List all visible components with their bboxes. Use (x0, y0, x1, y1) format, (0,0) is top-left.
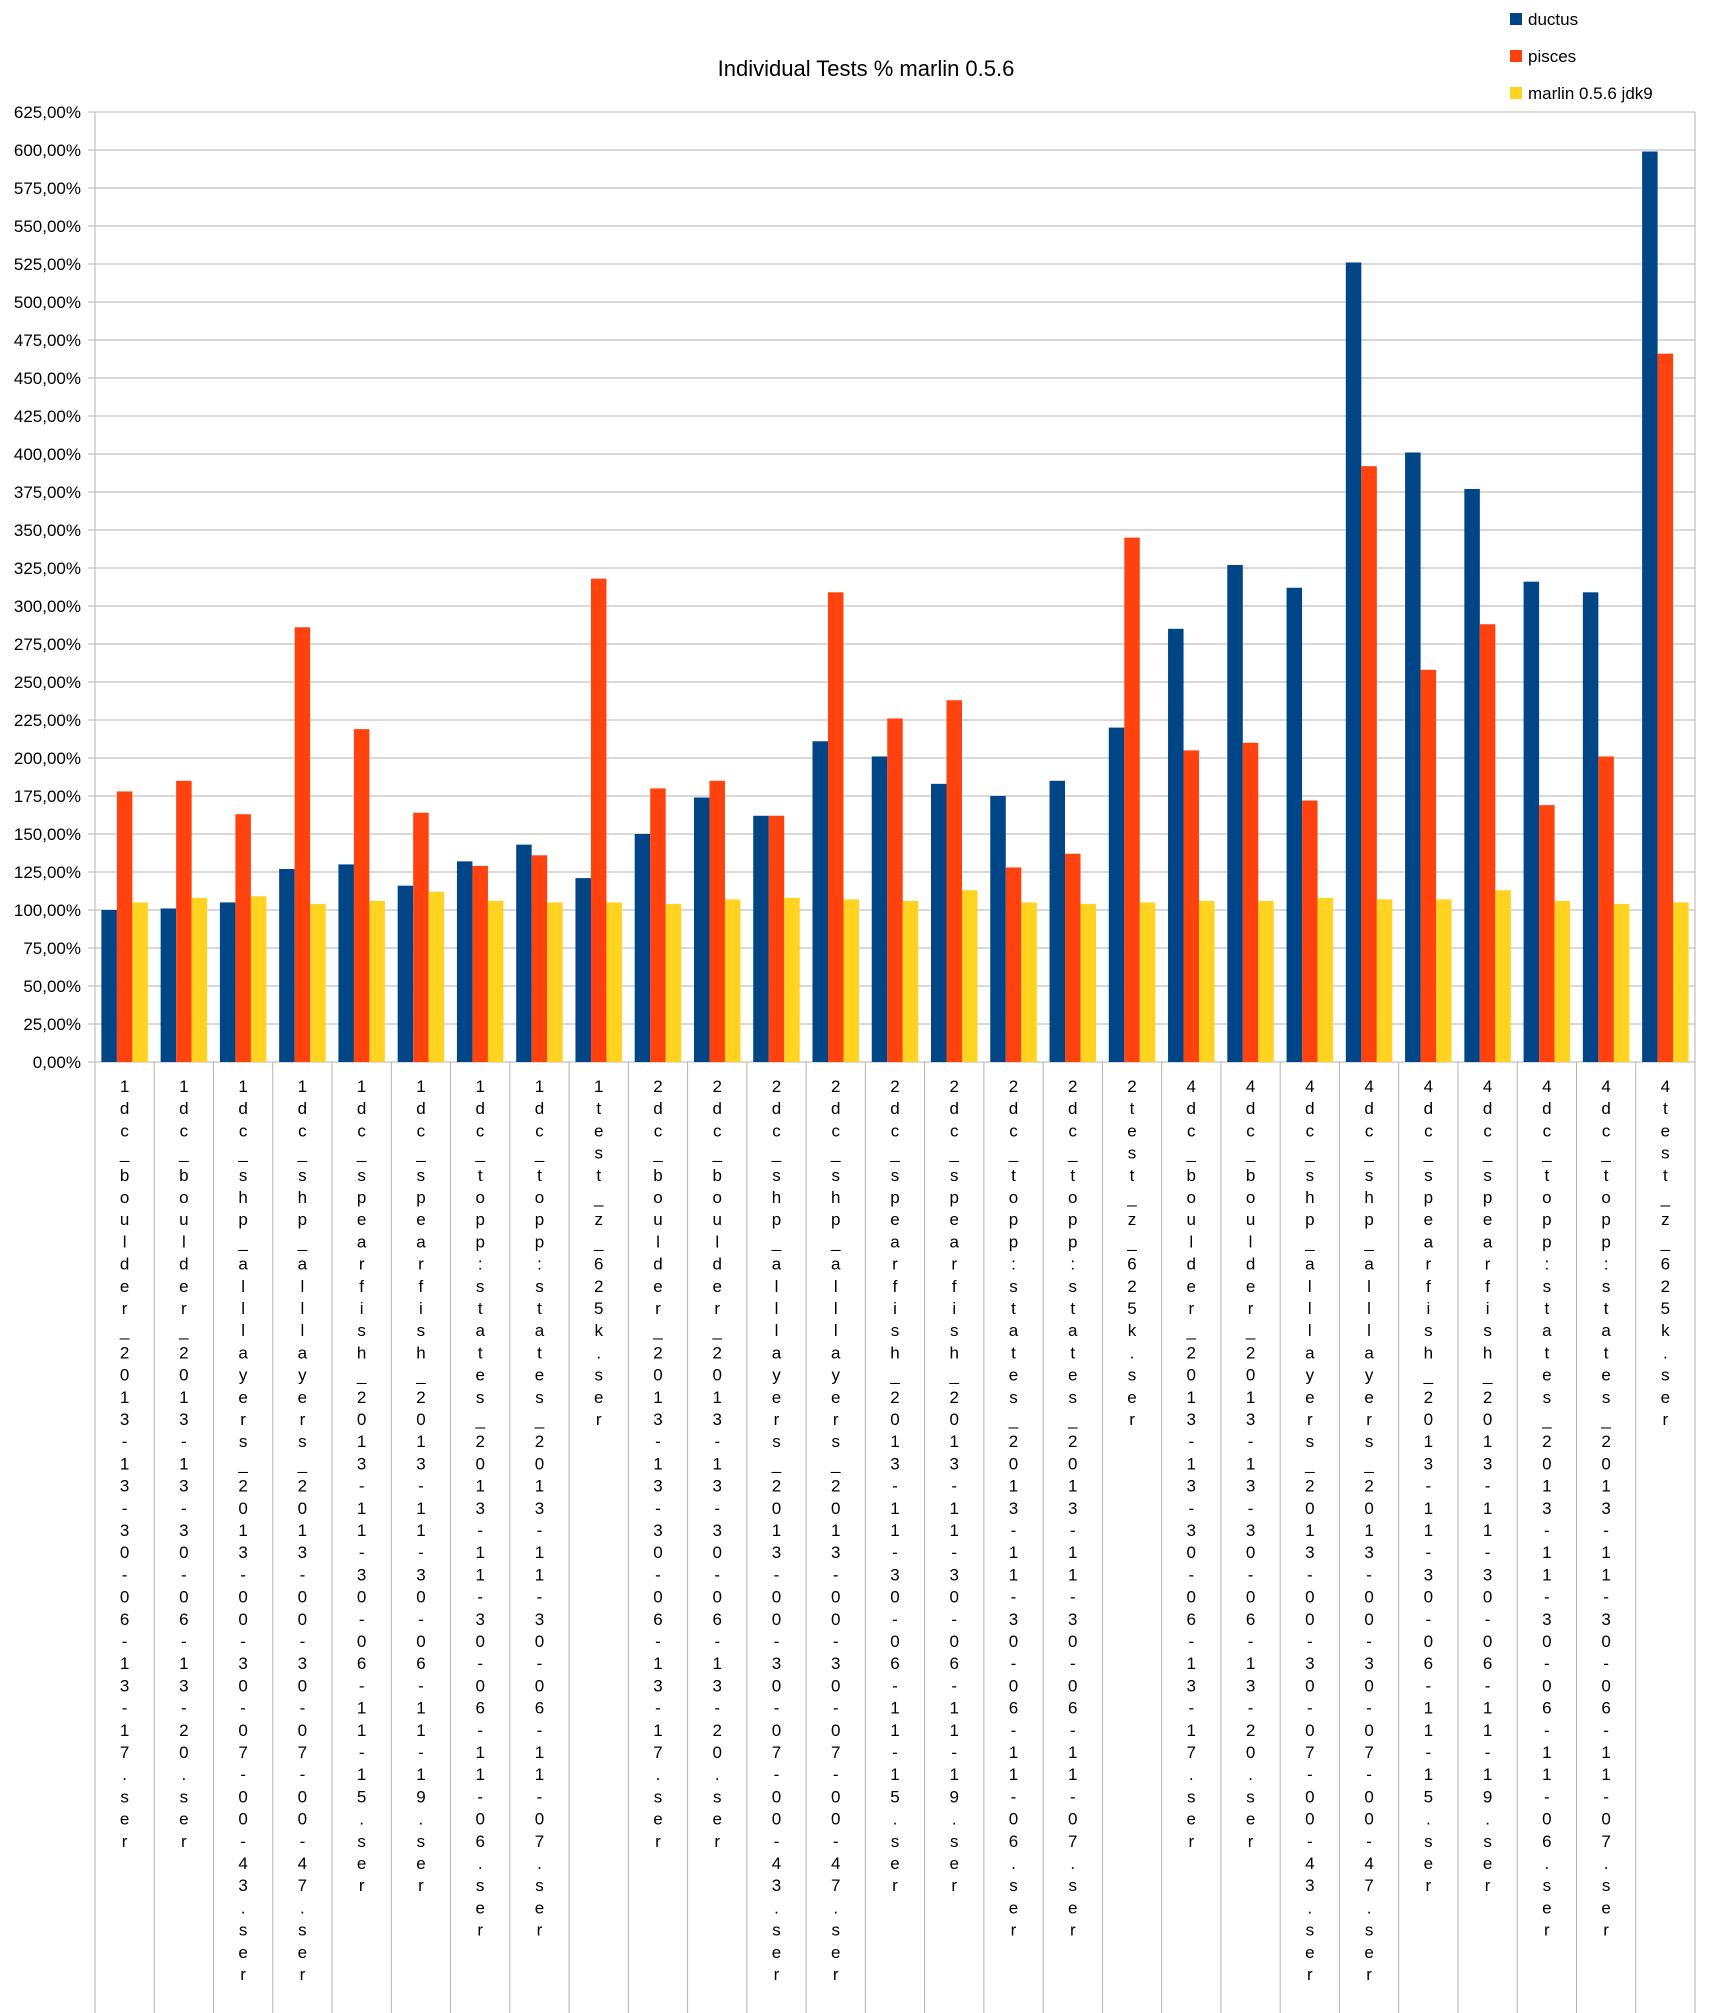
bar-pisces (1184, 750, 1200, 1062)
y-tick-label: 625,00% (13, 103, 81, 122)
bar-pisces (472, 866, 488, 1062)
y-tick-label: 300,00% (13, 597, 81, 616)
x-tick-label: 1 d c _ s h p _ a l l l a y e r s _ 2 0 1 3 -0 0 -3 0 -0 7 -0 0 -4 3 . s e r (238, 1077, 248, 1984)
x-tick-label: 1 t e s t _ z _ 6 2 5 k . s e r (593, 1077, 604, 1429)
bar-marlin-0-5-6-jdk9 (1436, 899, 1452, 1062)
bar-pisces (709, 781, 725, 1062)
bar-pisces (295, 627, 311, 1062)
y-tick-label: 600,00% (13, 141, 81, 160)
bar-pisces (591, 579, 607, 1062)
bar-pisces (235, 814, 251, 1062)
bar-pisces (1421, 670, 1437, 1062)
bar-ductus (1583, 592, 1599, 1062)
bar-ductus (516, 845, 532, 1062)
bar-pisces (354, 729, 370, 1062)
bar-marlin-0-5-6-jdk9 (784, 898, 800, 1062)
x-tick-label: 4 d c _ t o p p : s t a t e s _ 2 0 1 3 -1 1 -3 0 -0 6 -1 1 -0 6 . s e r (1542, 1077, 1552, 1940)
bar-ductus (1642, 152, 1658, 1062)
bar-marlin-0-5-6-jdk9 (1021, 902, 1037, 1062)
bar-pisces (413, 813, 429, 1062)
bars (101, 152, 1688, 1062)
x-tick-label: 2 d c _ s p e a r f i s h _ 2 0 1 3 -1 1 -3 0 -0 6 -1 1 -1 5 . s e r (890, 1077, 900, 1896)
bar-ductus (872, 756, 888, 1062)
y-tick-label: 100,00% (13, 901, 81, 920)
bar-pisces (1302, 801, 1318, 1062)
x-tick-label: 2 d c _ b o u l d e r _ 2 0 1 3 -1 3 -3 0 -0 6 -1 3 -1 7 . s e r (653, 1077, 663, 1851)
bar-marlin-0-5-6-jdk9 (1555, 901, 1571, 1062)
x-tick-label: 2 d c _ t o p p : s t a t e s _ 2 0 1 3 -1 1 -3 0 -0 6 -1 1 -0 6 . s e r (1008, 1077, 1019, 1940)
bar-marlin-0-5-6-jdk9 (251, 896, 266, 1062)
legend-swatch (1510, 50, 1522, 62)
legend-label: ductus (1528, 10, 1579, 29)
bar-ductus (931, 784, 947, 1062)
y-tick-label: 550,00% (13, 217, 81, 236)
bar-marlin-0-5-6-jdk9 (666, 904, 682, 1062)
y-tick-label: 525,00% (13, 255, 81, 274)
x-tick-label: 2 t e s t _ z _ 6 2 5 k . s e r (1127, 1077, 1137, 1429)
x-tick-label: 4 d c _ b o u l d e r _ 2 0 1 3 -1 3 -3 0 -0 6 -1 3 -1 7 . s e r (1186, 1077, 1197, 1851)
bar-ductus (1050, 781, 1066, 1062)
chart-title: Individual Tests % marlin 0.5.6 (717, 56, 1015, 81)
y-tick-label: 175,00% (13, 787, 81, 806)
legend-label: pisces (1528, 47, 1577, 66)
y-tick-label: 275,00% (13, 635, 81, 654)
bar-ductus (1287, 588, 1303, 1062)
x-tick-label: 4 d c _ b o u l d e r _ 2 0 1 3 -1 3 -3 0 -0 6 -1 3 -2 0 . s e r (1245, 1077, 1256, 1851)
bar-ductus (1168, 629, 1184, 1062)
bar-marlin-0-5-6-jdk9 (1318, 898, 1334, 1062)
x-tick-label: 4 d c _ s h p _ a l l l a y e r s _ 2 0 1 3 -0 0 -3 0 -0 7 -0 0 -4 3 . s e r (1305, 1077, 1315, 1984)
bar-marlin-0-5-6-jdk9 (192, 898, 208, 1062)
bar-marlin-0-5-6-jdk9 (1377, 899, 1393, 1062)
x-tick-label: 1 d c _ s p e a r f i s h _ 2 0 1 3 -1 1 -3 0 -0 6 -1 1 -1 5 . s e r (356, 1077, 367, 1896)
bar-ductus (279, 869, 295, 1062)
bar-marlin-0-5-6-jdk9 (1614, 904, 1630, 1062)
bar-ductus (161, 908, 177, 1062)
x-tick-label: 1 d c _ t o p p : s t a t e s _ 2 0 1 3 -1 1 -3 0 -0 6 -1 1 -0 7 . s e r (534, 1077, 545, 1940)
bar-marlin-0-5-6-jdk9 (1199, 901, 1215, 1062)
bar-marlin-0-5-6-jdk9 (132, 902, 148, 1062)
bar-ductus (1346, 262, 1362, 1062)
bar-pisces (769, 816, 785, 1062)
x-tick-label: 2 d c _ s p e a r f i s h _ 2 0 1 3 -1 1 -3 0 -0 6 -1 1 -1 9 . s e r (949, 1077, 959, 1896)
bar-pisces (176, 781, 192, 1062)
bar-marlin-0-5-6-jdk9 (1258, 901, 1274, 1062)
y-tick-label: 575,00% (13, 179, 81, 198)
bar-pisces (650, 788, 666, 1062)
bar-pisces (532, 855, 548, 1062)
bar-marlin-0-5-6-jdk9 (369, 901, 385, 1062)
y-tick-label: 250,00% (13, 673, 81, 692)
x-tick-label: 2 d c _ s h p _ a l l l a y e r s _ 2 0 1 3 -0 0 -3 0 -0 7 -0 0 -4 3 . s e r (771, 1077, 782, 1984)
bar-marlin-0-5-6-jdk9 (903, 901, 919, 1062)
x-tick-label: 1 d c _ t o p p : s t a t e s _ 2 0 1 3 -1 1 -3 0 -0 6 -1 1 -0 6 . s e r (475, 1077, 485, 1940)
legend (1510, 10, 1653, 103)
y-tick-label: 475,00% (13, 331, 81, 350)
y-tick-label: 350,00% (13, 521, 81, 540)
y-tick-label: 325,00% (13, 559, 81, 578)
bar-pisces (947, 700, 963, 1062)
x-tick-label: 4 d c _ s p e a r f i s h _ 2 0 1 3 -1 1 -3 0 -0 6 -1 1 -1 9 . s e r (1482, 1077, 1493, 1896)
x-tick-label: 4 d c _ s p e a r f i s h _ 2 0 1 3 -1 1 -3 0 -0 6 -1 1 -1 5 . s e r (1423, 1077, 1434, 1896)
bar-ductus (753, 816, 769, 1062)
x-tick-label: 1 d c _ s p e a r f i s h _ 2 0 1 3 -1 1 -3 0 -0 6 -1 1 -1 9 . s e r (416, 1077, 426, 1896)
bar-pisces (1539, 805, 1555, 1062)
x-tick-label: 1 d c _ b o u l d e r _ 2 0 1 3 -1 3 -3 0 -0 6 -1 3 -1 7 . s e r (119, 1077, 130, 1851)
y-tick-label: 75,00% (23, 939, 81, 958)
bar-marlin-0-5-6-jdk9 (488, 901, 504, 1062)
bar-ductus (101, 910, 117, 1062)
bar-ductus (457, 861, 473, 1062)
x-tick-label: 4 d c _ t o p p : s t a t e s _ 2 0 1 3 -1 1 -3 0 -0 6 -1 1 -0 7 . s e r (1601, 1077, 1611, 1940)
bar-marlin-0-5-6-jdk9 (725, 899, 741, 1062)
bar-marlin-0-5-6-jdk9 (1081, 904, 1097, 1062)
bar-ductus (1405, 452, 1421, 1062)
bar-ductus (338, 864, 354, 1062)
bar-pisces (1361, 466, 1377, 1062)
y-tick-label: 425,00% (13, 407, 81, 426)
bar-ductus (575, 878, 591, 1062)
bar-ductus (1227, 565, 1243, 1062)
y-tick-label: 150,00% (13, 825, 81, 844)
x-tick-label: 1 d c _ b o u l d e r _ 2 0 1 3 -1 3 -3 0 -0 6 -1 3 -2 0 . s e r (179, 1077, 189, 1851)
bar-marlin-0-5-6-jdk9 (1140, 902, 1156, 1062)
bar-ductus (1524, 582, 1540, 1062)
bar-pisces (1598, 756, 1614, 1062)
bar-pisces (1006, 867, 1022, 1062)
bar-marlin-0-5-6-jdk9 (429, 892, 445, 1062)
legend-swatch (1510, 13, 1522, 25)
bar-pisces (117, 791, 133, 1062)
bar-marlin-0-5-6-jdk9 (1495, 890, 1511, 1062)
x-tick-label: 2 d c _ b o u l d e r _ 2 0 1 3 -1 3 -3 0 -0 6 -1 3 -2 0 . s e r (712, 1077, 722, 1851)
bar-marlin-0-5-6-jdk9 (310, 904, 326, 1062)
bar-pisces (1658, 354, 1674, 1062)
x-tick-label: 2 d c _ s h p _ a l l l a y e r s _ 2 0 1 3 -0 0 -3 0 -0 7 -0 0 -4 7 . s e r (831, 1077, 841, 1984)
x-tick-label: 4 t e s t _ z _ 6 2 5 k . s e r (1660, 1077, 1671, 1429)
y-tick-label: 500,00% (13, 293, 81, 312)
x-tick-label: 1 d c _ s h p _ a l l l a y e r s _ 2 0 1 3 -0 0 -3 0 -0 7 -0 0 -4 7 . s e r (297, 1077, 308, 1984)
y-tick-label: 400,00% (13, 445, 81, 464)
bar-ductus (694, 798, 710, 1062)
bar-pisces (887, 718, 903, 1062)
y-tick-label: 225,00% (13, 711, 81, 730)
y-tick-label: 200,00% (13, 749, 81, 768)
bar-ductus (635, 834, 651, 1062)
y-tick-label: 0,00% (32, 1053, 81, 1072)
y-tick-label: 450,00% (13, 369, 81, 388)
x-tick-label: 4 d c _ s h p _ a l l l a y e r s _ 2 0 1 3 -0 0 -3 0 -0 7 -0 0 -4 7 . s e r (1364, 1077, 1374, 1984)
bar-pisces (1243, 743, 1259, 1062)
bar-ductus (990, 796, 1006, 1062)
y-axis-ticks (14, 103, 81, 1072)
y-tick-label: 50,00% (23, 977, 81, 996)
bar-ductus (1464, 489, 1480, 1062)
bar-marlin-0-5-6-jdk9 (606, 902, 622, 1062)
bar-ductus (398, 886, 414, 1062)
legend-label: marlin 0.5.6 jdk9 (1528, 84, 1653, 103)
bar-marlin-0-5-6-jdk9 (547, 902, 563, 1062)
y-tick-label: 25,00% (23, 1015, 81, 1034)
bar-pisces (1480, 624, 1496, 1062)
bar-pisces (1124, 538, 1140, 1062)
bar-pisces (828, 592, 844, 1062)
legend-swatch (1510, 87, 1522, 99)
bar-ductus (220, 902, 236, 1062)
y-tick-label: 125,00% (13, 863, 81, 882)
x-tick-label: 2 d c _ t o p p : s t a t e s _ 2 0 1 3 -1 1 -3 0 -0 6 -1 1 -0 7 . s e r (1068, 1077, 1078, 1940)
y-tick-label: 375,00% (13, 483, 81, 502)
bar-marlin-0-5-6-jdk9 (1673, 902, 1689, 1062)
bar-pisces (1065, 854, 1081, 1062)
bar-ductus (1109, 728, 1125, 1062)
bar-marlin-0-5-6-jdk9 (843, 899, 859, 1062)
bar-marlin-0-5-6-jdk9 (962, 890, 978, 1062)
bar-ductus (812, 741, 828, 1062)
x-axis-ticks (119, 1077, 1671, 1984)
